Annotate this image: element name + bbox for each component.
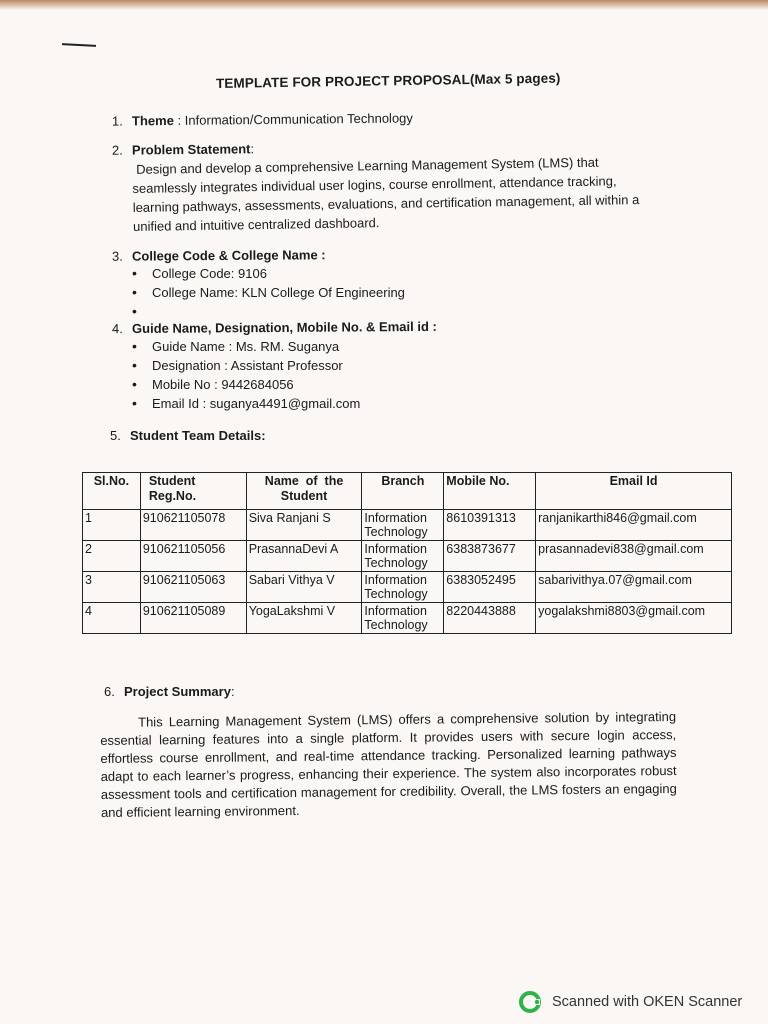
cell-branch [362,541,444,572]
branch-line: Information [364,604,427,618]
section-number: 1. [111,113,123,129]
cell-mobile: 6383873677 [444,541,536,572]
guide-list [132,337,360,413]
table-row [83,603,732,634]
cell-email: yogalakshmi8803@gmail.com [536,603,732,634]
problem-colon: : [250,141,255,157]
problem-label: Problem Statement [131,141,251,158]
list-item: • College Code: 9106 [132,264,405,283]
list-item: • Designation : Assistant Professor [132,356,360,375]
branch-line: Technology [364,525,428,539]
list-item [132,302,405,321]
branch-line: Technology [364,587,428,601]
problem-statement [132,151,681,236]
header-mobile: Mobile No. [444,473,536,510]
header-name [246,473,362,510]
section-guide-heading [112,319,437,336]
list-item: • College Name: KLN College Of Engineering [132,283,405,302]
header-sl: Sl.No. [83,473,141,510]
cell-reg: 910621105089 [140,603,246,634]
branch-line: Technology [364,556,428,570]
problem-line: learning pathways, assessments, evaluations, and certification management, all within a [132,192,640,215]
table-row [83,510,732,541]
section-number: 5. [110,428,121,443]
section-number: 6. [104,684,115,699]
theme-value: : Information/Communication Technology [177,110,413,128]
watermark-text: Scanned with OKEN Scanner [552,994,743,1010]
cell-branch [362,572,444,603]
branch-line: Information [364,573,427,587]
table-row [83,541,732,572]
header-reg [140,473,246,510]
section-summary-heading [104,684,235,699]
header-reg-line: Reg.No. [148,489,197,503]
cell-name: Sabari Vithya V [246,572,362,603]
cell-branch [362,510,444,541]
summary-colon: : [230,684,235,699]
guide-label: Guide Name, Designation, Mobile No. & Email id : [131,318,437,336]
problem-line: Design and develop a comprehensive Learning Management System (LMS) that [136,154,599,177]
cell-sl: 3 [83,572,141,603]
cell-branch [362,603,444,634]
problem-line: seamlessly integrates individual user logins, course enrollment, attendance tracking, [132,173,617,196]
theme-label: Theme [131,112,174,129]
cell-sl: 1 [83,510,141,541]
section-problem-heading [112,141,254,157]
section-college-heading [112,247,326,263]
summary-text: This Learning Management System (LMS) offers a comprehensive solution by integrating essential learning features into a single platform. It provides users with secure login access, effortless course enrollment, and real-time attendance tracking. Personalized learning pathways adapt to each learner’s progress, enhancing their experience. The system also incorporates robust assessment tools and certification management for credibility. Overall, the LMS fosters an engaging and efficient learning environment. [100,708,677,820]
list-item: • Email Id : suganya4491@gmail.com [132,394,360,413]
section-number: 2. [111,142,123,158]
cell-name: Siva Ranjani S [246,510,362,541]
header-email: Email Id [536,473,732,510]
cell-reg: 910621105056 [140,541,246,572]
header-reg-line: Student [148,474,196,488]
cell-mobile: 8220443888 [444,603,536,634]
table-header-row [83,473,732,510]
team-label: Student Team Details: [130,428,266,443]
cell-reg: 910621105063 [140,572,246,603]
branch-line: Technology [364,618,428,632]
list-item: • Mobile No : 9442684056 [132,375,360,394]
cell-name: PrasannaDevi A [246,541,362,572]
branch-line: Information [364,542,427,556]
header-name-line: Name of the [264,474,344,488]
cell-sl: 4 [83,603,141,634]
cell-email: sabarivithya.07@gmail.com [536,572,732,603]
cell-sl: 2 [83,541,141,572]
college-label: College Code & College Name : [131,247,326,264]
problem-line: unified and intuitive centralized dashboard. [132,215,380,234]
section-number: 4. [111,321,123,337]
table-row [83,572,732,603]
cell-mobile: 8610391313 [444,510,536,541]
cell-email: prasannadevi838@gmail.com [536,541,732,572]
section-theme [112,110,413,128]
college-list [132,264,405,321]
page-title: TEMPLATE FOR PROJECT PROPOSAL(Max 5 pages) [215,70,561,91]
summary-label: Project Summary [124,684,231,699]
header-name-line: Student [280,489,328,503]
cell-email: ranjanikarthi846@gmail.com [536,510,732,541]
oken-logo-icon [518,990,542,1014]
scanner-watermark [518,990,742,1014]
section-number: 3. [111,248,123,264]
student-team-table [82,472,732,634]
branch-line: Information [364,511,427,525]
cell-mobile: 6383052495 [444,572,536,603]
project-summary [100,708,677,822]
cell-name: YogaLakshmi V [246,603,362,634]
cell-reg: 910621105078 [140,510,246,541]
header-branch: Branch [362,473,444,510]
list-item: • Guide Name : Ms. RM. Suganya [132,337,360,356]
section-team-heading [110,428,266,443]
